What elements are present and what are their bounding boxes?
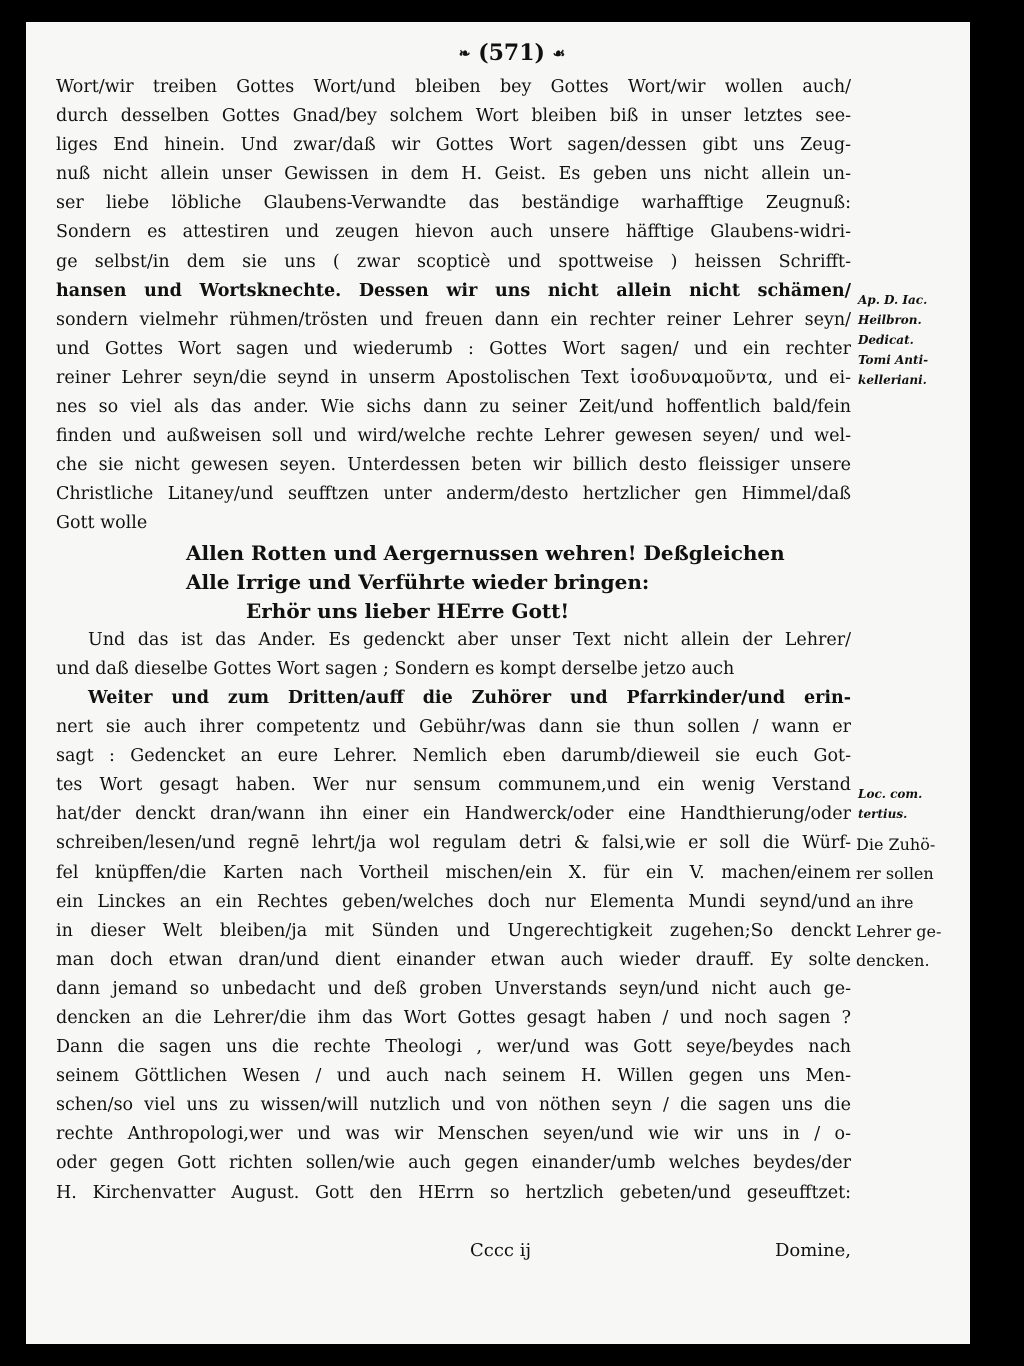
text-line: man doch etwan dran/und dient einander etwan auch wieder drauff. Ey solte xyxy=(56,949,851,970)
prayer-line: Erhör uns lieber HErre Gott! xyxy=(246,598,570,623)
marginal-note-line: dencken. xyxy=(856,951,930,971)
marginal-note-line: Tomi Anti- xyxy=(858,353,929,367)
text-line: hansen und Wortsknechte. Dessen wir uns nicht allein nicht schämen/ xyxy=(56,280,851,301)
text-line: und Gottes Wort sagen und wiederumb : Gottes Wort sagen/ und ein rechter xyxy=(56,338,851,359)
page-number xyxy=(0,40,1024,66)
marginal-note-line: Ap. D. Iac. xyxy=(858,293,928,307)
text-line: sondern vielmehr rühmen/trösten und freuen dann ein rechter reiner Lehrer seyn/ xyxy=(56,309,851,330)
text-line: durch desselben Gottes Gnad/bey solchem Wort bleiben biß in unser letztes see- xyxy=(56,106,851,127)
marginal-note-source xyxy=(858,290,968,390)
catchword: Domine, xyxy=(774,1240,851,1261)
text-line: Und das ist das Ander. Es gedenckt aber unser Text nicht allein der Lehrer/ xyxy=(88,629,851,650)
text-line: schreiben/lesen/und regnē lehrt/ja wol regulam detri & falsi,wie er soll die Würf- xyxy=(56,833,851,854)
text-line: Wort/wir treiben Gottes Wort/und bleiben bey Gottes Wort/wir wollen auch/ xyxy=(56,77,851,97)
text-line: in dieser Welt bleiben/ja mit Sünden und Ungerechtigkeit zugehen;So denckt xyxy=(56,920,851,941)
text-line: ge selbst/in dem sie uns ( zwar scopticè und spottweise ) heissen Schrifft- xyxy=(56,251,851,272)
text-line: Dann die sagen uns die rechte Theologi , wer/und was Gott seye/beydes nach xyxy=(56,1037,851,1058)
text-line: seinem Göttlichen Wesen / und auch nach seinem H. Willen gegen uns Men- xyxy=(56,1066,851,1087)
text-line: finden und außweisen soll und wird/welche rechte Lehrer gewesen seyen/ und wel- xyxy=(56,426,851,447)
text-line: sagt : Gedencket an eure Lehrer. Nemlich eben darumb/dieweil sie euch Got- xyxy=(56,746,851,767)
text-line: rechte Anthropologi,wer und was wir Menschen seyen/und wie wir uns in / o- xyxy=(56,1124,851,1145)
marginal-note-line: kelleriani. xyxy=(858,373,927,387)
marginal-note-line: rer sollen xyxy=(856,864,934,884)
main-text xyxy=(56,73,851,1208)
folio-ornament-right: ☙ xyxy=(552,46,566,62)
text-line: dencken an die Lehrer/die ihm das Wort Gottes gesagt haben / und noch sagen ? xyxy=(56,1008,851,1028)
marginal-note-summary xyxy=(856,830,968,975)
folio-ornament-left: ❧ xyxy=(458,46,471,62)
text-line: hat/der denckt dran/wann ihn einer ein Handwerck/oder eine Handthierung/oder xyxy=(56,804,851,825)
text-line: oder gegen Gott richten sollen/wie auch gegen einander/umb welches beydes/der xyxy=(56,1153,851,1174)
text-line: nes so viel als das ander. Wie sichs dann zu seiner Zeit/und hoffentlich bald/fein xyxy=(56,397,851,418)
marginal-note-line: Dedicat. xyxy=(858,333,914,347)
text-line: nert sie auch ihrer competentz und Gebühr/was dann sie thun sollen / wann er xyxy=(56,717,851,738)
folio-text: (571) xyxy=(478,40,545,66)
signature-mark: Cccc ij xyxy=(470,1240,532,1261)
marginal-note-line: tertius. xyxy=(858,807,908,821)
prayer-line: Alle Irrige und Verführte wieder bringen: xyxy=(186,569,650,594)
marginal-note-line: Die Zuhö- xyxy=(856,835,936,854)
text-line: ser liebe löbliche Glaubens-Verwandte das beständige warhafftige Zeugnuß: xyxy=(56,193,851,214)
prayer-line: Allen Rotten und Aergernussen wehren! Deßgleichen xyxy=(186,540,785,565)
text-line: und daß dieselbe Gottes Wort sagen ; Sondern es kompt derselbe jetzo auch xyxy=(56,658,735,679)
text-line: fel knüpffen/die Karten nach Vortheil mischen/ein X. für ein V. machen/einem xyxy=(56,862,851,883)
text-line: Christliche Litaney/und seufftzen unter anderm/desto hertzlicher gen Himmel/daß xyxy=(56,484,851,505)
text-line: H. Kirchenvatter August. Gott den HErrn so hertzlich gebeten/und geseufftzet: xyxy=(56,1182,851,1203)
page-footer xyxy=(56,1240,851,1270)
text-line: Weiter und zum Dritten/auff die Zuhörer und Pfarrkinder/und erin- xyxy=(88,687,851,708)
text-line: che sie nicht gewesen seyen. Unterdessen beten wir billich desto fleissiger unsere xyxy=(56,455,851,476)
marginal-note-line: Lehrer ge- xyxy=(856,922,942,942)
text-line: Sondern es attestiren und zeugen hievon auch unsere häfftige Glaubens-widri- xyxy=(56,222,851,243)
text-line: schen/so viel uns zu wissen/will nutzlich und von nöthen seyn / die sagen uns die xyxy=(56,1095,851,1116)
text-line: ein Linckes an ein Rechtes geben/welches doch nur Elementa Mundi seynd/und xyxy=(56,891,851,912)
marginal-note-line: an ihre xyxy=(856,893,914,913)
text-line: nuß nicht allein unser Gewissen in dem H. Geist. Es geben uns nicht allein un- xyxy=(56,164,851,185)
text-line: dann jemand so unbedacht und deß groben Unverstands seyn/und nicht auch ge- xyxy=(56,978,851,999)
text-line: Gott wolle xyxy=(56,513,148,534)
text-line: tes Wort gesagt haben. Wer nur sensum communem,und ein wenig Verstand xyxy=(56,775,851,796)
marginal-note-line: Heilbron. xyxy=(858,313,922,327)
marginal-note-locus xyxy=(858,784,968,824)
text-line: liges End hinein. Und zwar/daß wir Gottes Wort sagen/dessen gibt uns Zeug- xyxy=(56,135,851,156)
marginal-note-line: Loc. com. xyxy=(858,787,923,801)
text-line: reiner Lehrer seyn/die seynd in unserm Apostolischen Text ἰσοδυναμοῦντα, und ei- xyxy=(56,367,851,388)
